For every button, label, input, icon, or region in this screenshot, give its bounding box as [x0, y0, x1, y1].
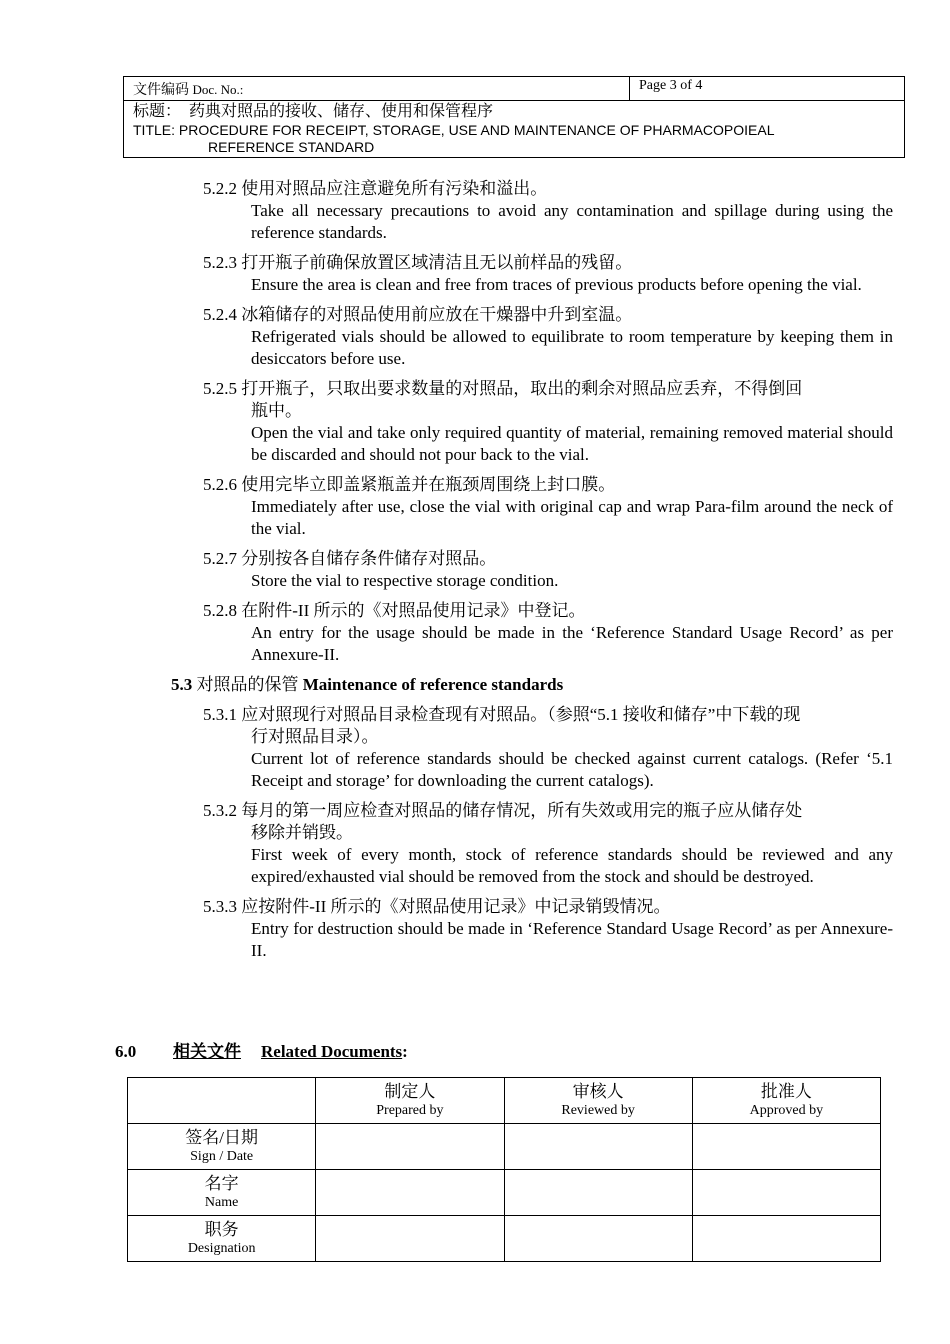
header-cell-en: Approved by: [749, 1103, 824, 1118]
clause-cn-line: [203, 704, 893, 726]
clause-text-en: First week of every month, stock of reference standards should be reviewed and any expired/exhausted vial should be removed from the stock and should be destroyed.: [251, 845, 893, 886]
section-title-en: Maintenance of reference standards: [302, 675, 564, 694]
title-cn: [133, 102, 895, 122]
signature-empty-cell: [504, 1124, 692, 1170]
header-title-cell: [124, 101, 904, 156]
clause-number: 5.2.5: [203, 379, 237, 398]
clause-text-en: Current lot of reference standards should be checked against current catalogs. (Refer ‘5.1 Receipt and storage’ for downloading the current catalogs).: [251, 749, 893, 790]
signature-row-label: [128, 1216, 316, 1262]
clause-item: [203, 304, 893, 370]
clause-text-cn-continued: 移除并销毁。: [251, 823, 353, 842]
clause-cn-line: [203, 548, 893, 570]
clause-text-en: An entry for the usage should be made in the ‘Reference Standard Usage Record’ as per Annexure-II.: [251, 623, 893, 664]
clause-number: 5.3.2: [203, 801, 237, 820]
clause-number: 5.3.1: [203, 705, 237, 724]
clause-item: [203, 378, 893, 466]
clause-item: [203, 252, 893, 296]
clause-number: 5.2.7: [203, 549, 237, 568]
clause-text-cn-continued: 瓶中。: [251, 401, 302, 420]
clause-cn-line: [203, 896, 893, 918]
clause-text-cn: 分别按各自储存条件储存对照品。: [241, 549, 497, 568]
clause-text-en: Entry for destruction should be made in ‘Reference Standard Usage Record’ as per Annexure-II.: [251, 919, 893, 960]
row-label-en: Sign / Date: [190, 1149, 254, 1164]
clause-text-en: Immediately after use, close the vial with original cap and wrap Para-film around the neck of the vial.: [251, 497, 893, 538]
signature-empty-cell: [316, 1170, 504, 1216]
clause-item: [203, 704, 893, 792]
clause-text-cn: 打开瓶子前确保放置区域清洁且无以前样品的残留。: [241, 253, 633, 272]
doc-number-label-cn: 文件编码: [133, 83, 189, 98]
clause-text-en: Refrigerated vials should be allowed to equilibrate to room temperature by keeping them in desiccators before use.: [251, 327, 893, 368]
header-cell-en: Prepared by: [376, 1103, 444, 1118]
related-number: 6.0: [115, 1042, 137, 1061]
signature-row: [128, 1216, 881, 1262]
title-cn-text: 药典对照品的接收、储存、使用和保管程序: [189, 103, 494, 120]
clause-cn-line: [203, 252, 893, 274]
row-label-en: Designation: [187, 1241, 256, 1256]
clause-cn-line: [203, 378, 893, 400]
clause-text-cn: 每月的第一周应检查对照品的储存情况，所有失效或用完的瓶子应从储存处: [241, 801, 803, 820]
related-colon: :: [402, 1042, 408, 1061]
signature-header-cell: [316, 1078, 504, 1124]
signature-header-row: [128, 1078, 881, 1124]
clause-text-cn: 使用对照品应注意避免所有污染和溢出。: [241, 179, 548, 198]
section-title-cn: 对照品的保管: [196, 675, 299, 694]
clause-cn-line: [203, 474, 893, 496]
clause-text-cn: 应对照现行对照品目录检查现有对照品。（参照“5.1 接收和储存”中下载的现: [241, 705, 801, 724]
signature-empty-cell: [316, 1216, 504, 1262]
signature-empty-cell: [692, 1124, 880, 1170]
clause-text-cn: 在附件-II 所示的《对照品使用记录》中登记。: [241, 601, 586, 620]
clause-item: [203, 548, 893, 592]
signature-empty-cell: [504, 1216, 692, 1262]
clause-number: 5.2.4: [203, 305, 237, 324]
row-label-en: Name: [204, 1195, 239, 1210]
clause-text-en: Ensure the area is clean and free from traces of previous products before opening the vial.: [251, 275, 862, 294]
clause-text-cn: 打开瓶子，只取出要求数量的对照品，取出的剩余对照品应丢弃，不得倒回: [241, 379, 803, 398]
section-heading-5-3: [171, 674, 950, 696]
clause-cn-line: [203, 304, 893, 326]
doc-number-cell: [124, 77, 630, 100]
related-title-cn: 相关文件: [173, 1042, 241, 1061]
related-documents-heading: [115, 1037, 408, 1062]
row-label-cn: 签名/日期: [185, 1128, 259, 1147]
signature-empty-cell: [692, 1216, 880, 1262]
section-5-2-items: [0, 178, 950, 666]
header-cell-cn: 制定人: [384, 1082, 436, 1101]
clause-text-cn: 使用完毕立即盖紧瓶盖并在瓶颈周围绕上封口膜。: [241, 475, 616, 494]
header-row-docno: [124, 77, 904, 101]
signature-row: [128, 1124, 881, 1170]
clause-number: 5.2.3: [203, 253, 237, 272]
signature-header-cell: [692, 1078, 880, 1124]
clause-text-en: Open the vial and take only required quantity of material, remaining removed material should be discarded and should not pour back to the vial.: [251, 423, 893, 464]
section-number: 5.3: [171, 675, 193, 694]
signature-row-label: [128, 1124, 316, 1170]
clause-number: 5.2.8: [203, 601, 237, 620]
header-cell-en: Reviewed by: [561, 1103, 635, 1118]
clause-item: [203, 178, 893, 244]
signature-row: [128, 1170, 881, 1216]
clause-cn-line: [203, 600, 893, 622]
row-label-cn: 职务: [204, 1220, 239, 1239]
clause-number: 5.3.3: [203, 897, 237, 916]
header-cell-cn: 批准人: [760, 1082, 812, 1101]
clause-text-en: Store the vial to respective storage condition.: [251, 571, 559, 590]
document-body: [0, 178, 950, 970]
clause-item: [203, 896, 893, 962]
title-cn-label: 标题：: [133, 103, 182, 120]
signature-empty-cell: [504, 1170, 692, 1216]
signature-empty-cell: [692, 1170, 880, 1216]
document-header: [123, 76, 905, 158]
signature-empty-cell: [316, 1124, 504, 1170]
clause-text-cn-continued: 行对照品目录）。: [251, 727, 379, 746]
clause-text-cn: 应按附件-II 所示的《对照品使用记录》中记录销毁情况。: [241, 897, 671, 916]
clause-text-en: Take all necessary precautions to avoid any contamination and spillage during using the reference standards.: [251, 201, 893, 242]
signature-row-label: [128, 1170, 316, 1216]
clause-cn-line: [203, 800, 893, 822]
clause-text-cn: 冰箱储存的对照品使用前应放在干燥器中升到室温。: [241, 305, 633, 324]
doc-number-label-en: Doc. No.:: [192, 82, 244, 97]
page-number: Page 3 of 4: [639, 78, 703, 93]
header-cell-cn: 审核人: [572, 1082, 624, 1101]
clause-cn-line: [203, 178, 893, 200]
clause-number: 5.2.2: [203, 179, 237, 198]
title-en-line2: REFERENCE STANDARD: [208, 139, 375, 155]
clause-item: [203, 800, 893, 888]
related-title-en: Related Documents: [261, 1042, 403, 1061]
clause-item: [203, 474, 893, 540]
clause-item: [203, 600, 893, 666]
title-en-line1: TITLE: PROCEDURE FOR RECEIPT, STORAGE, USE AND MAINTENANCE OF PHARMACOPOIEAL: [133, 122, 775, 138]
section-5-3-items: [0, 704, 950, 962]
clause-number: 5.2.6: [203, 475, 237, 494]
signature-header-cell: [504, 1078, 692, 1124]
signature-header-cell: [128, 1078, 316, 1124]
signature-table: [127, 1077, 881, 1262]
row-label-cn: 名字: [204, 1174, 239, 1193]
